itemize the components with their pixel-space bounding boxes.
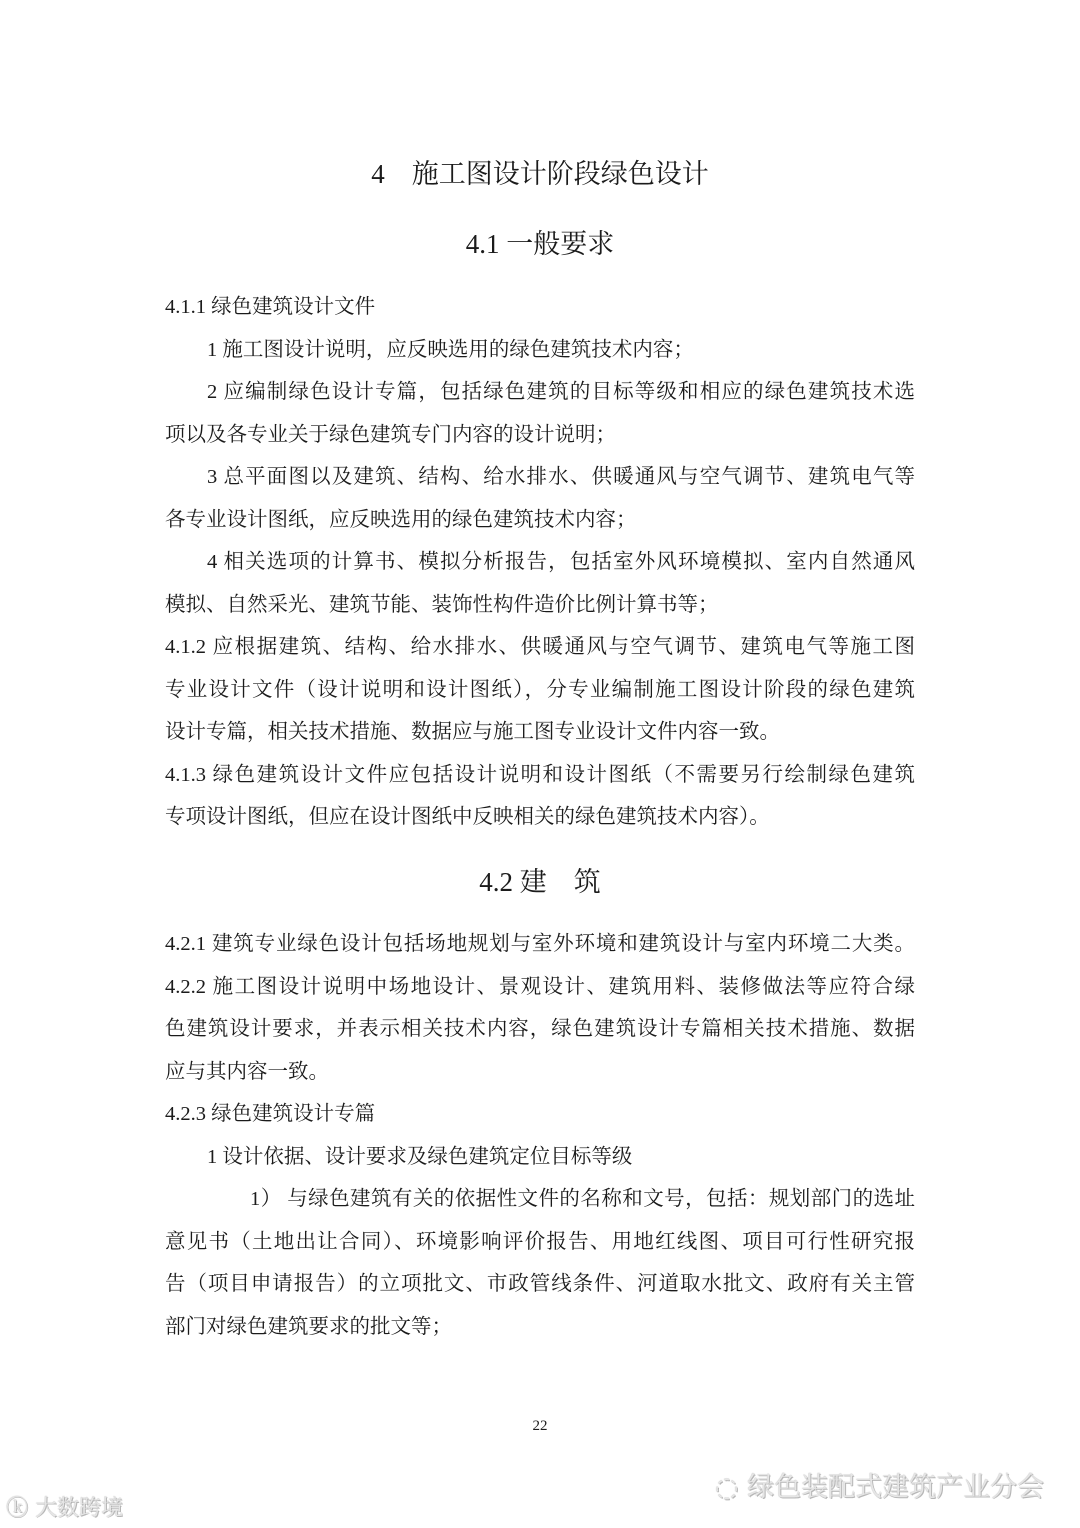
text-line: 各专业设计图纸，应反映选用的绿色建筑技术内容； xyxy=(165,508,637,531)
text-line: 1） 与绿色建筑有关的依据性文件的名称和文号，包括：规划部门的选址 xyxy=(250,1188,915,1210)
text-line: 应与其内容一致。 xyxy=(165,1060,329,1083)
text-line: 4 相关选项的计算书、模拟分析报告，包括室外风环境模拟、室内自然通风 xyxy=(207,551,915,573)
text-line: 1 设计依据、设计要求及绿色建筑定位目标等级 xyxy=(207,1145,633,1168)
watermark-wechat xyxy=(715,1465,1044,1504)
text-line: 4.2.1 建筑专业绿色设计包括场地规划与室外环境和建筑设计与室内环境二大类。 xyxy=(165,933,915,955)
logo-icon: ⓚ xyxy=(6,1496,29,1521)
section-4-1-body xyxy=(165,286,915,839)
watermark-logo xyxy=(6,1491,123,1522)
text-line: 告（项目申请报告）的立项批文、市政管线条件、河道取水批文、政府有关主管 xyxy=(165,1273,915,1295)
text-line: 项以及各专业关于绿色建筑专门内容的设计说明； xyxy=(165,423,616,446)
page-number: 22 xyxy=(532,1418,548,1434)
text-line: 专业设计文件（设计说明和设计图纸），分专业编制施工图设计阶段的绿色建筑 xyxy=(165,678,915,701)
text-line: 4.2.3 绿色建筑设计专篇 xyxy=(165,1103,376,1125)
text-line: 专项设计图纸，但应在设计图纸中反映相关的绿色建筑技术内容）。 xyxy=(165,806,770,828)
watermark-text: 大数跨境 xyxy=(35,1496,124,1521)
text-line: 设计专篇，相关技术措施、数据应与施工图专业设计文件内容一致。 xyxy=(165,721,780,743)
text-line: 2 应编制绿色设计专篇，包括绿色建筑的目标等级和相应的绿色建筑技术选 xyxy=(207,381,915,403)
text-line: 4.1.2 应根据建筑、结构、给水排水、供暖通风与空气调节、建筑电气等施工图 xyxy=(165,636,915,658)
section-heading-4-1: 4.1 一般要求 xyxy=(465,229,615,259)
text-line: 部门对绿色建筑要求的批文等； xyxy=(165,1315,452,1338)
text-line: 4.1.1 绿色建筑设计文件 xyxy=(165,296,376,318)
watermark-text: 绿色装配式建筑产业分会 xyxy=(747,1472,1044,1503)
text-line: 1 施工图设计说明，应反映选用的绿色建筑技术内容； xyxy=(207,338,694,361)
section-heading-4-2: 4.2 建 筑 xyxy=(479,867,601,897)
section-4-2-body xyxy=(165,923,915,1348)
text-line: 4.2.2 施工图设计说明中场地设计、景观设计、建筑用料、装修做法等应符合绿 xyxy=(165,975,915,998)
chapter-title: 4 施工图设计阶段绿色设计 xyxy=(371,159,709,189)
text-line: 模拟、自然采光、建筑节能、装饰性构件造价比例计算书等； xyxy=(165,593,719,616)
text-line: 意见书（土地出让合同）、环境影响评价报告、用地红线图、项目可行性研究报 xyxy=(165,1230,915,1253)
text-line: 色建筑设计要求，并表示相关技术内容，绿色建筑设计专篇相关技术措施、数据 xyxy=(165,1018,915,1040)
wechat-icon: ◌ xyxy=(714,1472,739,1503)
text-line: 4.1.3 绿色建筑设计文件应包括设计说明和设计图纸（不需要另行绘制绿色建筑 xyxy=(165,763,915,786)
text-line: 3 总平面图以及建筑、结构、给水排水、供暖通风与空气调节、建筑电气等 xyxy=(207,466,915,488)
